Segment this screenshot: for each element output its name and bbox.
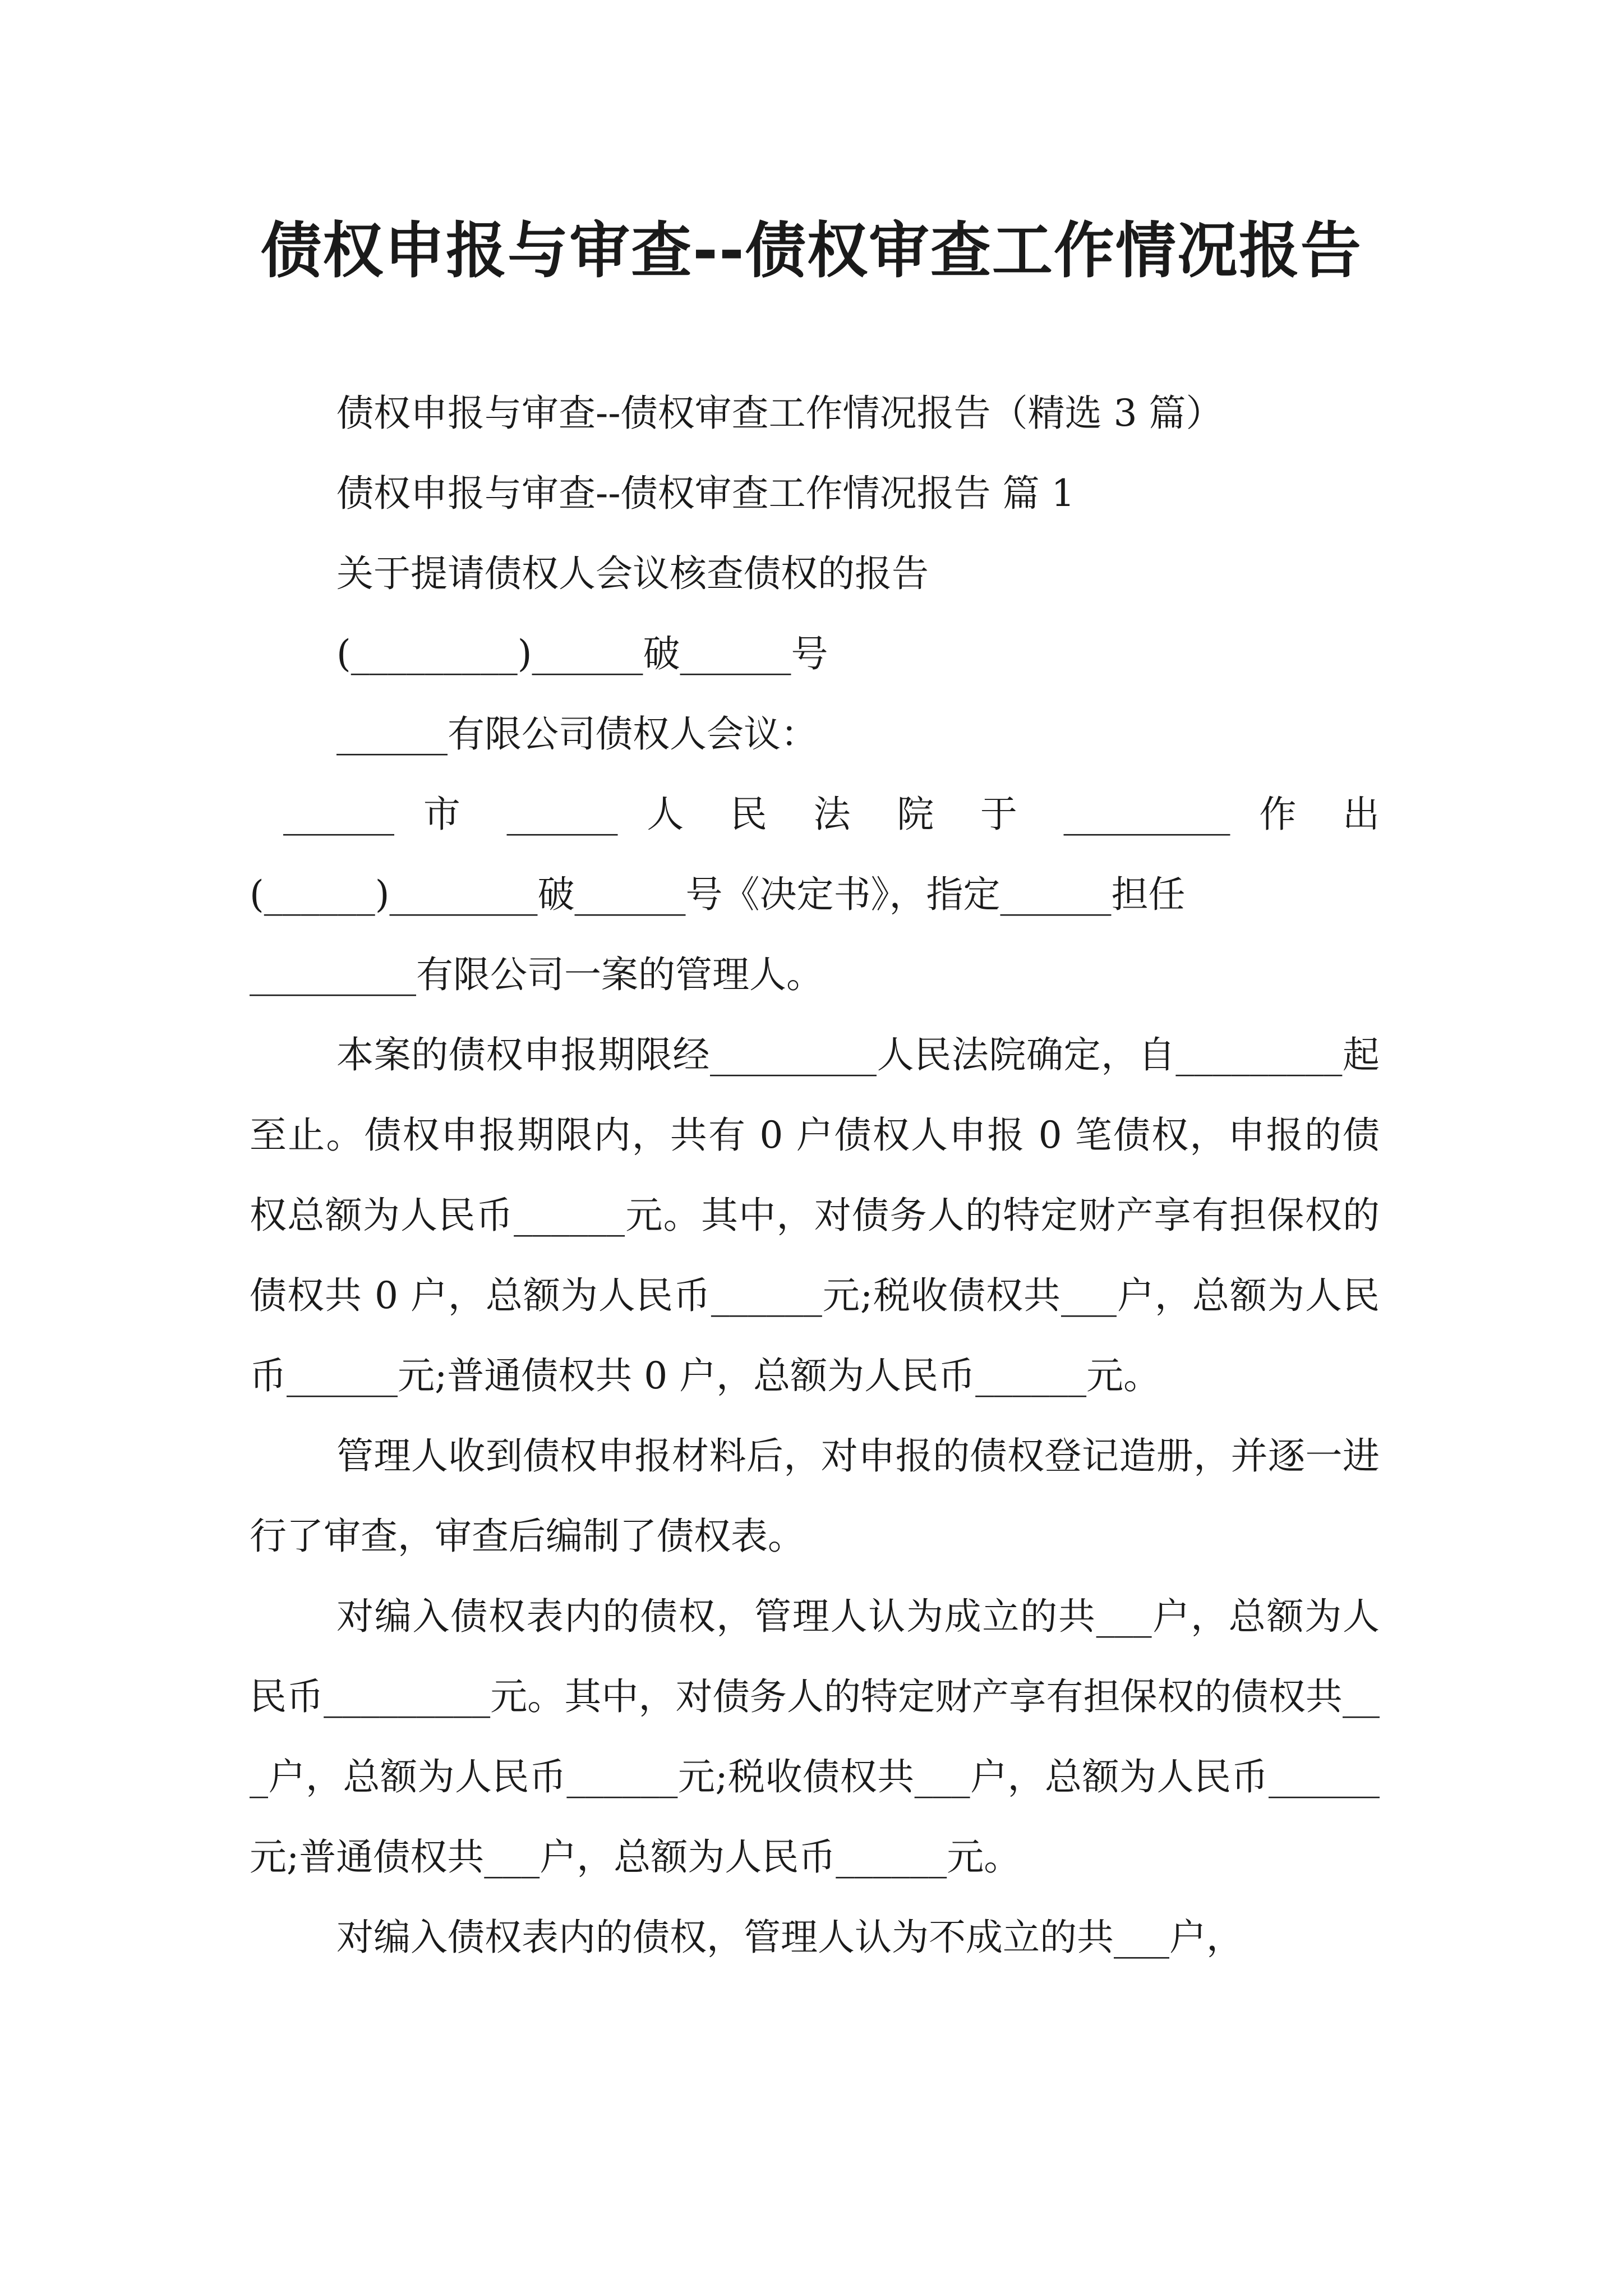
review-paragraph: 管理人收到债权申报材料后，对申报的债权登记造册，并逐一进行了审查，审查后编制了债权表。 [250,1434,1380,1558]
appointment-line-2: (______)________破______号《决定书》，指定______担任 [250,873,1186,916]
addressee: ______有限公司债权人会议： [336,712,818,756]
document-title: 债权申报与审查--债权审查工作情况报告 [261,216,1362,286]
section-heading: 债权申报与审查--债权审查工作情况报告 篇 1 [336,472,1075,515]
appointment-line-1: ______ 市 ______ 人 民 法 院 于 _________ 作 出 [283,793,1380,836]
report-title: 关于提请债权人会议核查债权的报告 [336,552,929,595]
document-body [250,373,1380,1977]
appointment-line-3: _________有限公司一案的管理人。 [250,953,823,996]
not-established-claims-paragraph: 对编入债权表内的债权，管理人认为不成立的共___户， [336,1916,1243,1959]
subtitle-line: 债权申报与审查--债权审查工作情况报告（精选 3 篇） [336,392,1223,435]
declaration-paragraph: 本案的债权申报期限经_________人民法院确定，自_________起至止。债权申报期限内，共有 0 户债权人申报 0 笔债权，申报的债权总额为人民币______元。其中，对债务人的特定财产享有担保权的债权共 0 户，总额为人民币______元;税收债权共___户，总额为人民币______元;普通债权共 0 户，总额为人民币______元。 [250,1033,1380,1397]
established-claims-paragraph: 对编入债权表内的债权，管理人认为成立的共___户，总额为人民币_________元。其中，对债务人的特定财产享有担保权的债权共___户，总额为人民币______元;税收债权共___户，总额为人民币______元;普通债权共___户，总额为人民币______元。 [250,1595,1380,1879]
case-number: (_________)______破______号 [336,632,828,675]
